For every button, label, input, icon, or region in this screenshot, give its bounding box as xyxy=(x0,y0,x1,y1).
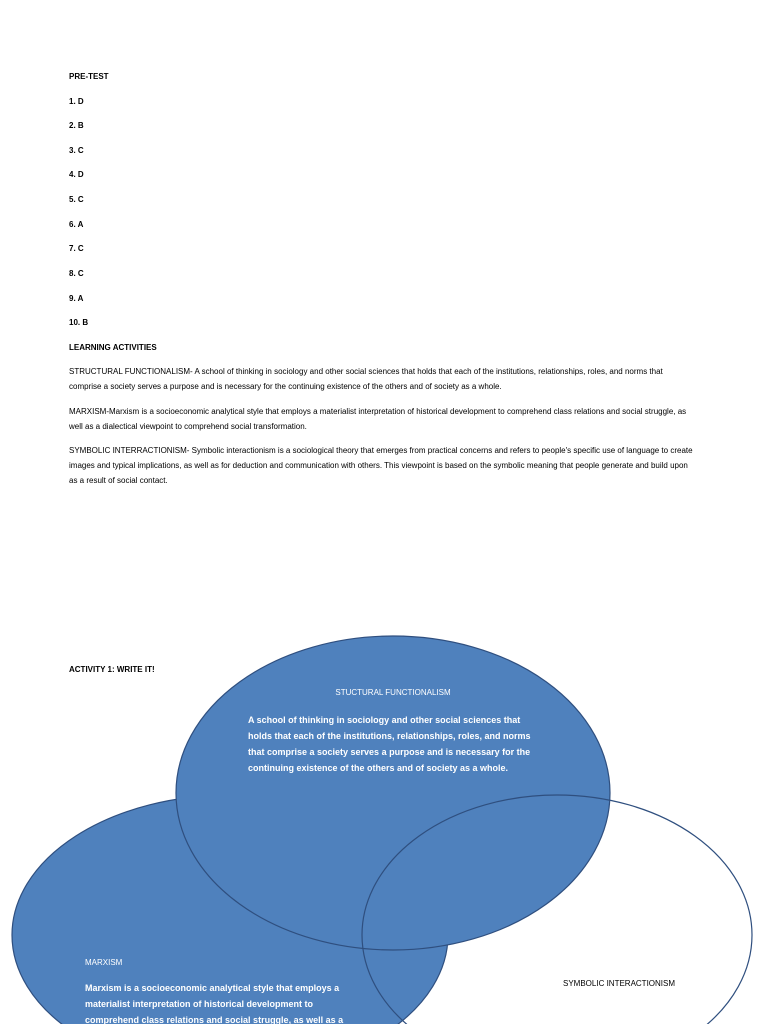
answer-7: 7. C xyxy=(69,244,84,253)
marxism-definition: Marxism is a socioeconomic analytical style that employs a materialist interpretation of historical development to comprehend class relations and social struggle, as well as a xyxy=(85,983,344,1025)
answer-1: 1. D xyxy=(69,97,84,106)
answer-10: 10. B xyxy=(69,318,89,327)
structural-functionalism-definition: A school of thinking in sociology and other social sciences that holds that each of the institutions, relationships, roles, and norms that comprise a society serves a purpose and is necessary for the continuing existence of the others and of society as a whole. xyxy=(248,715,531,773)
marxism-paragraph: MARXISM-Marxism is a socioeconomic analytical style that employs a materialist interpretation of historical development to comprehend class relations and social struggle, as well as a dialectical viewpoint to comprehend social transformation. xyxy=(69,407,687,431)
answer-4: 4. D xyxy=(69,170,84,179)
answer-9: 9. A xyxy=(69,294,84,303)
structural-functionalism-title: STUCTURAL FUNCTIONALISM xyxy=(335,688,451,697)
symbolic-interactionism-paragraph: SYMBOLIC INTERRACTIONISM- Symbolic interactionism is a sociological theory that emerges from practical concerns and refers to people's specific use of language to create images and typical implications, as well as for deduction and communication with others. This viewpoint is based on the symbolic meaning that people generate and build upon as a result of social contact. xyxy=(69,446,693,485)
structural-functionalism-oval xyxy=(176,636,610,950)
activity-heading: ACTIVITY 1: WRITE IT! xyxy=(69,665,155,674)
answer-8: 8. C xyxy=(69,269,84,278)
structural-functionalism-paragraph: STRUCTURAL FUNCTIONALISM- A school of thinking in sociology and other social sciences that holds that each of the institutions, relationships, roles, and norms that comprise a society serves a purpose and is necessary for the continuing existence of the others and of society as a whole. xyxy=(69,367,663,391)
pretest-heading: PRE-TEST xyxy=(69,72,109,81)
answer-5: 5. C xyxy=(69,195,84,204)
symbolic-interactionism-title: SYMBOLIC INTERACTIONISM xyxy=(563,979,676,988)
answer-2: 2. B xyxy=(69,121,84,130)
marxism-title: MARXISM xyxy=(85,958,123,967)
learning-activities-heading: LEARNING ACTIVITIES xyxy=(69,343,157,352)
answer-3: 3. C xyxy=(69,146,84,155)
answer-6: 6. A xyxy=(69,220,84,229)
